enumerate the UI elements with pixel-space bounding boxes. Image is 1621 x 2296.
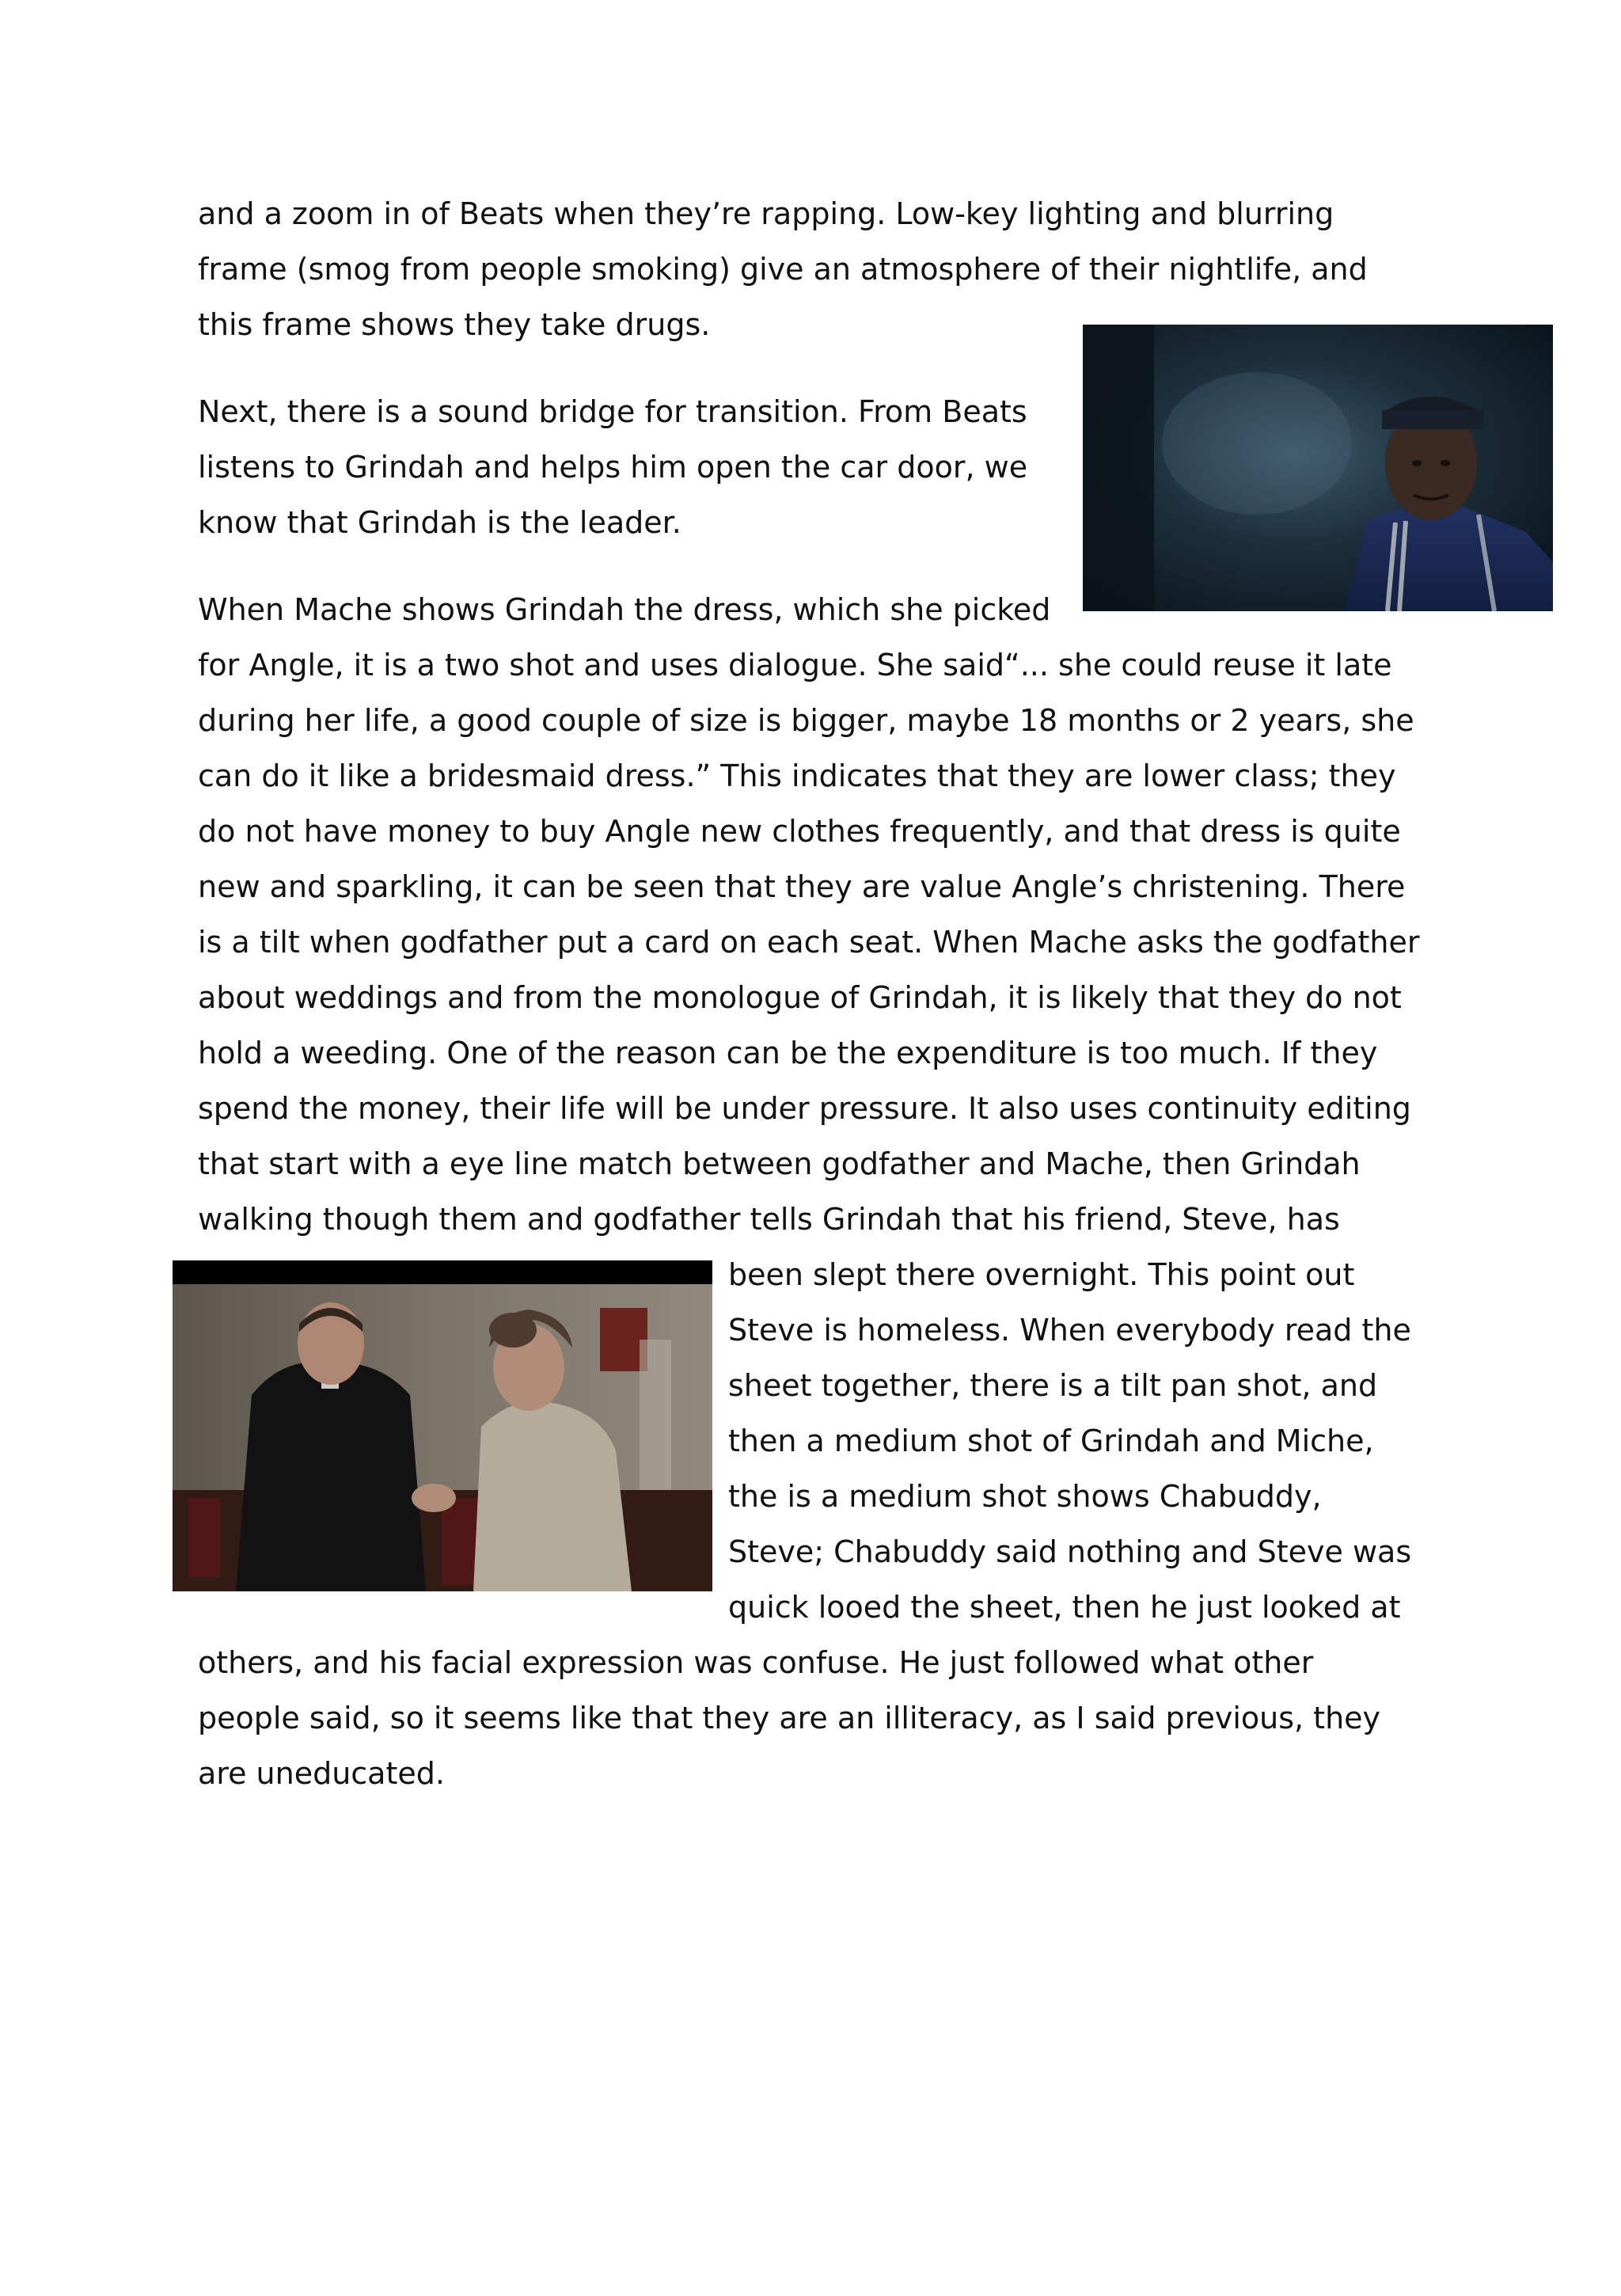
film-still-car-rapper bbox=[1083, 325, 1553, 611]
body-text-line: Steve is homeless. When everybody read the bbox=[728, 1313, 1411, 1348]
body-text-line: then a medium shot of Grindah and Miche, bbox=[728, 1424, 1374, 1458]
body-text-line: others, and his facial expression was confuse. He just followed what other bbox=[198, 1645, 1314, 1680]
body-text-line: is a tilt when godfather put a card on each seat. When Mache asks the godfather bbox=[198, 925, 1420, 960]
body-text-line: do not have money to buy Angle new clothes frequently, and that dress is quite bbox=[198, 814, 1401, 849]
body-text-line: and a zoom in of Beats when they’re rapping. Low-key lighting and blurring bbox=[198, 196, 1334, 231]
body-text-line: about weddings and from the monologue of Grindah, it is likely that they do not bbox=[198, 980, 1402, 1015]
film-still-priest-and-woman bbox=[173, 1260, 712, 1591]
body-text-line: hold a weeding. One of the reason can be the expenditure is too much. If they bbox=[198, 1036, 1378, 1070]
body-text-line: for Angle, it is a two shot and uses dialogue. She said“... she could reuse it late bbox=[198, 648, 1392, 682]
body-text-line: been slept there overnight. This point out bbox=[728, 1257, 1355, 1292]
body-text-line: people said, so it seems like that they are an illiteracy, as I said previous, they bbox=[198, 1701, 1381, 1735]
body-text-line: during her life, a good couple of size is bigger, maybe 18 months or 2 years, she bbox=[198, 703, 1414, 738]
film-still-car-rapper-icon bbox=[1083, 325, 1553, 611]
body-text-line: spend the money, their life will be under pressure. It also uses continuity editing bbox=[198, 1091, 1411, 1126]
body-text-line: know that Grindah is the leader. bbox=[198, 505, 681, 540]
body-text-line: that start with a eye line match between godfather and Mache, then Grindah bbox=[198, 1146, 1361, 1181]
body-text-line: the is a medium shot shows Chabuddy, bbox=[728, 1479, 1322, 1514]
body-text-line: are uneducated. bbox=[198, 1756, 445, 1791]
body-text-line: sheet together, there is a tilt pan shot, and bbox=[728, 1368, 1378, 1403]
body-text-line: can do it like a bridesmaid dress.” This indicates that they are lower class; they bbox=[198, 758, 1396, 793]
body-text-line: walking though them and godfather tells Grindah that his friend, Steve, has bbox=[198, 1202, 1340, 1237]
body-text-line: When Mache shows Grindah the dress, which she picked bbox=[198, 592, 1051, 627]
body-text-line: Steve; Chabuddy said nothing and Steve was bbox=[728, 1534, 1412, 1569]
body-text-line: frame (smog from people smoking) give an atmosphere of their nightlife, and bbox=[198, 252, 1368, 287]
body-text-line: this frame shows they take drugs. bbox=[198, 307, 711, 342]
body-text-line: Next, there is a sound bridge for transition. From Beats bbox=[198, 394, 1027, 429]
film-still-priest-and-woman-icon bbox=[173, 1260, 712, 1591]
body-text-line: listens to Grindah and helps him open the car door, we bbox=[198, 450, 1028, 485]
body-text-line: new and sparkling, it can be seen that they are value Angle’s christening. There bbox=[198, 869, 1406, 904]
body-text-line: quick looed the sheet, then he just looked at bbox=[728, 1590, 1401, 1625]
